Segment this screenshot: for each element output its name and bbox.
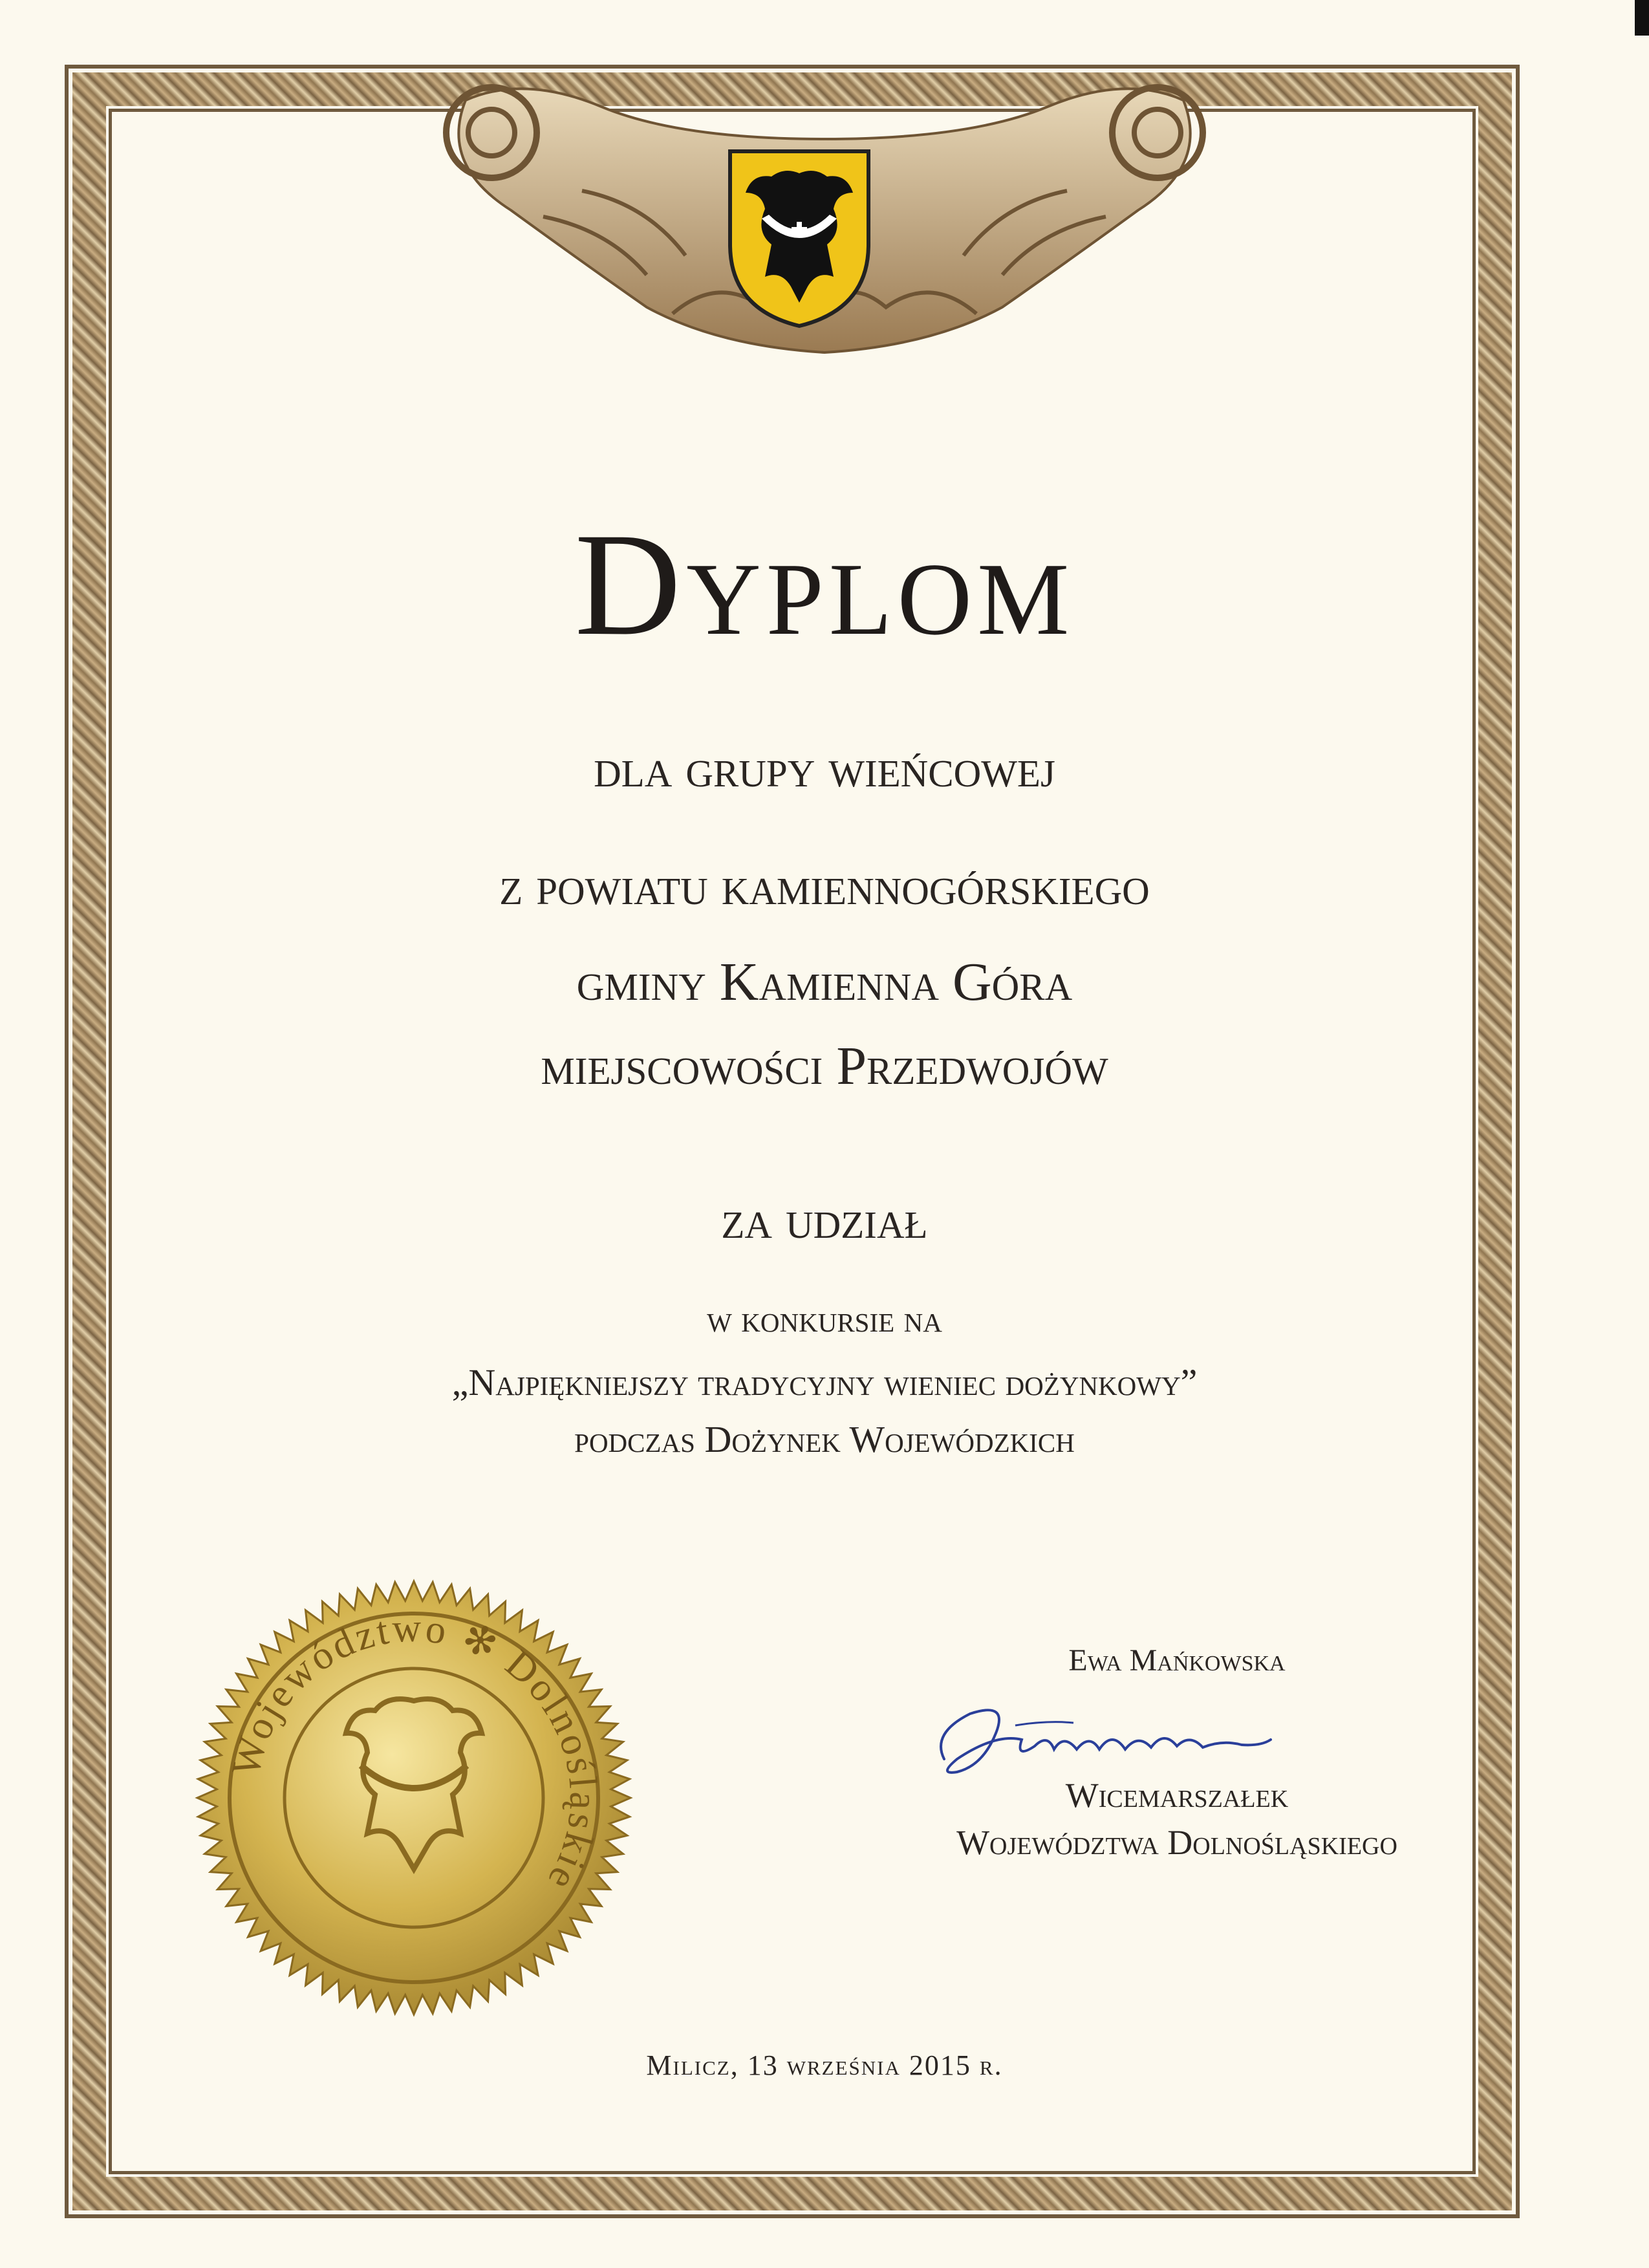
scan-edge — [1635, 0, 1649, 36]
line-for-group: dla grupy wieńcowej — [594, 739, 1055, 799]
line-contest: w konkursie na — [707, 1298, 942, 1340]
place-date: Milicz, 13 września 2015 r. — [646, 2049, 1003, 2081]
line-event: podczas Dożynek Wojewódzkich — [574, 1418, 1075, 1460]
signatory-name: Ewa Mańkowska — [1068, 1643, 1286, 1678]
diploma-title: Dyplom — [574, 503, 1075, 666]
signatory-title-1: Wicemarszałek — [1065, 1776, 1289, 1815]
gold-seal-icon — [194, 1578, 634, 2018]
seal-text: Województwo ✻ Dolnośląskie — [223, 1606, 606, 1899]
coat-of-arms-icon — [726, 147, 872, 329]
line-locality: miejscowości Przedwojów — [541, 1036, 1108, 1096]
line-district: z powiatu kamiennogórskiego — [499, 856, 1150, 916]
line-commune: gminy Kamienna Góra — [576, 952, 1073, 1012]
line-contest-name: „Najpiękniejszy tradycyjny wieniec dożynkowy” — [451, 1361, 1198, 1403]
line-award: za udział — [721, 1190, 928, 1250]
signatory-title-2: Województwa Dolnośląskiego — [956, 1823, 1397, 1862]
